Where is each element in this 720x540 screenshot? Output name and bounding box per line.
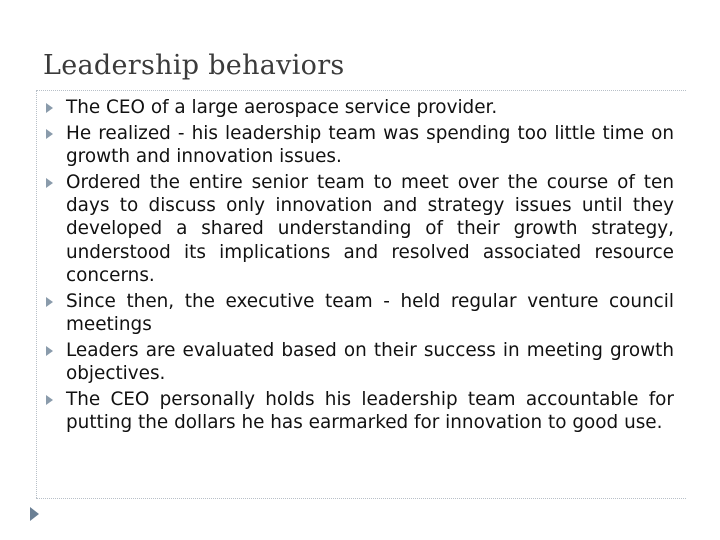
bullet-text: Since then, the executive team - held regular venture council meetings bbox=[66, 290, 674, 336]
triangle-bullet-icon bbox=[46, 129, 53, 139]
triangle-bullet-icon bbox=[46, 346, 53, 356]
bullet-text: The CEO of a large aerospace service provider. bbox=[66, 97, 498, 118]
bullet-item bbox=[44, 339, 674, 386]
bullet-text: Ordered the entire senior team to meet over the course of ten days to discuss only innovation and strategy issues until they developed a shared understanding of their growth strategy, understood its implications and resolved associated resource concerns. bbox=[66, 171, 674, 287]
bullet-item bbox=[44, 388, 674, 435]
bullet-list bbox=[44, 96, 674, 437]
title-divider bbox=[36, 90, 686, 91]
bullet-item bbox=[44, 171, 674, 287]
triangle-bullet-icon bbox=[46, 103, 53, 113]
triangle-bullet-icon bbox=[46, 178, 53, 188]
bullet-item bbox=[44, 96, 674, 119]
bullet-text: The CEO personally holds his leadership team accountable for putting the dollars he has earmarked for innovation to good use. bbox=[66, 389, 674, 434]
triangle-bullet-icon bbox=[46, 395, 53, 405]
next-slide-arrow-icon[interactable] bbox=[30, 507, 39, 521]
bullet-item bbox=[44, 122, 674, 169]
bullet-item bbox=[44, 290, 674, 337]
bullet-text: Leaders are evaluated based on their success in meeting growth objectives. bbox=[66, 339, 674, 385]
bottom-border bbox=[36, 498, 686, 499]
triangle-bullet-icon bbox=[46, 297, 53, 307]
bullet-text: He realized - his leadership team was spending too little time on growth and innovation issues. bbox=[66, 122, 674, 168]
left-border bbox=[36, 90, 37, 498]
slide-title: Leadership behaviors bbox=[43, 50, 345, 81]
